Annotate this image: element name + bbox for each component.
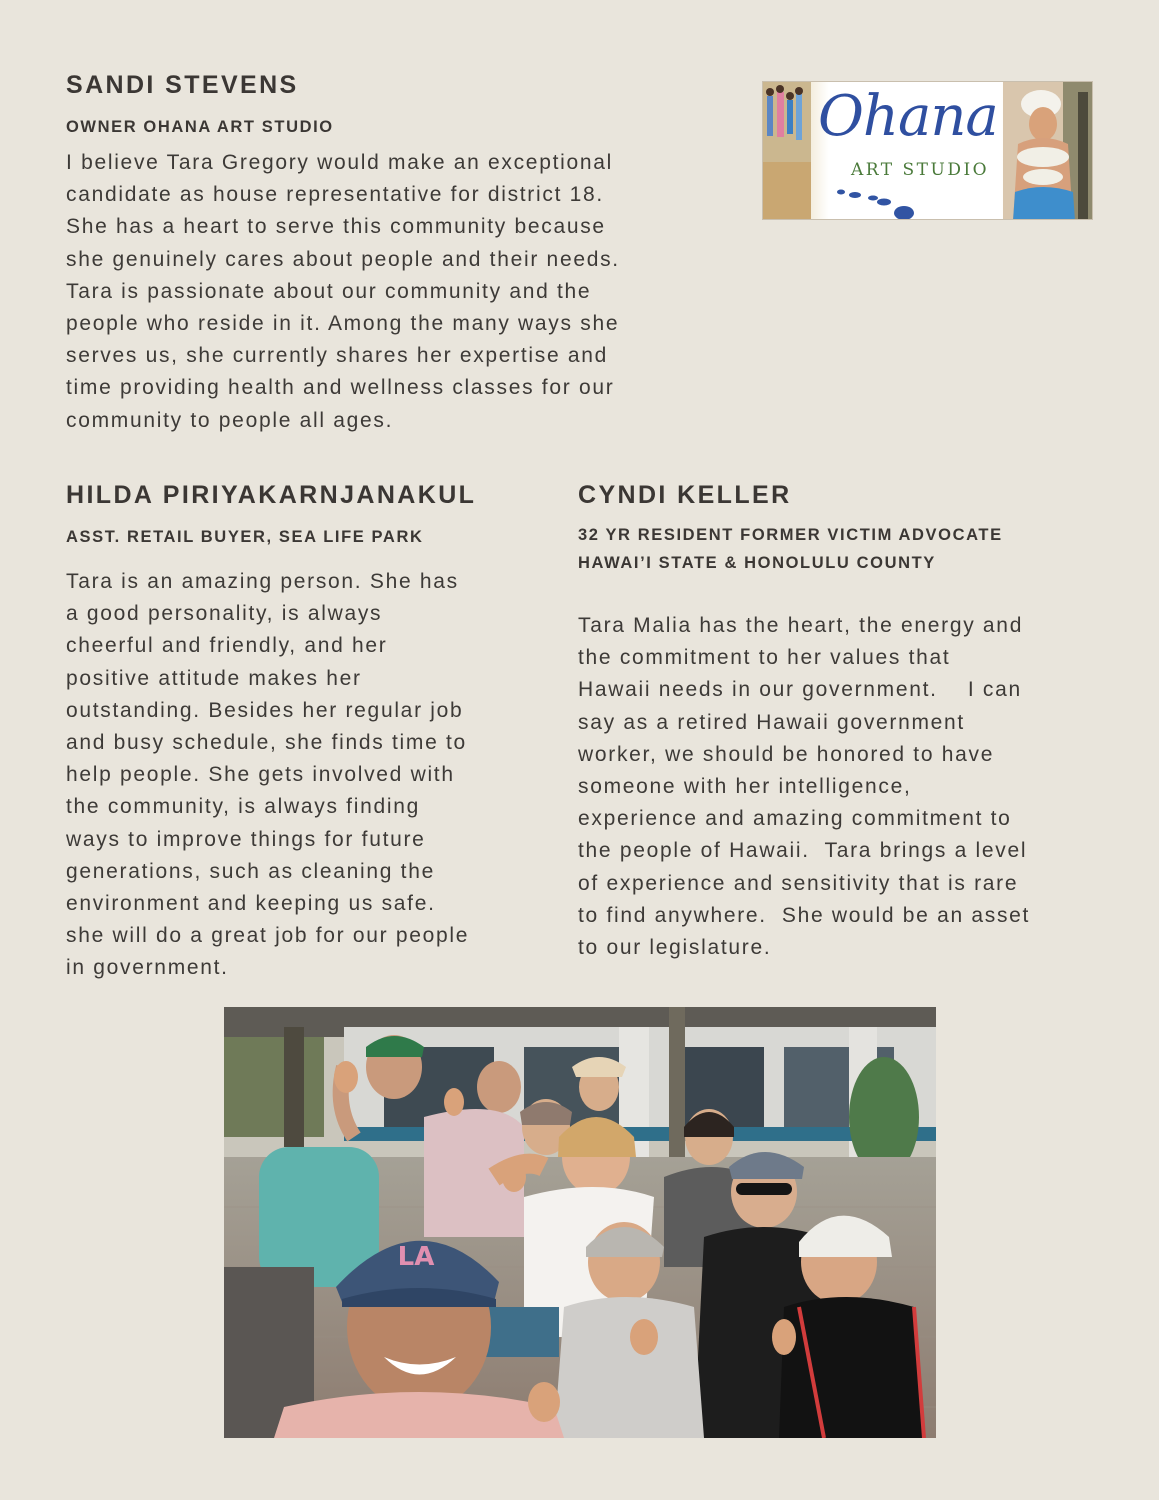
- testimonial-line: in government.: [66, 956, 229, 980]
- testimonial-line: worker, we should be honored to have: [578, 742, 995, 766]
- testimonial-line: generations, such as cleaning the: [66, 859, 435, 883]
- testimonial-line: She has a heart to serve this community because: [66, 215, 606, 239]
- testimonial-line: people who reside in it. Among the many ways she: [66, 312, 620, 336]
- testimonial-line: Tara is an amazing person. She has: [66, 570, 459, 593]
- cap-logo-text: LA: [397, 1242, 435, 1272]
- group-selfie-photo: [224, 1007, 936, 1438]
- testimonial-line: to find anywhere. She would be an asset: [578, 903, 1031, 927]
- testimonial-line: positive attitude makes her: [66, 666, 362, 690]
- testimonial-line: cheerful and friendly, and her: [66, 634, 388, 658]
- testimonial-line: Tara is passionate about our community and the: [66, 279, 592, 303]
- logo-subtitle: ART STUDIO: [851, 160, 990, 180]
- testimonial-line: I believe Tara Gregory would make an exceptional: [66, 151, 613, 174]
- testimonial-line: say as a retired Hawaii government: [578, 710, 965, 734]
- testimonial-line: ways to improve things for future: [66, 827, 426, 851]
- testimonial-line: serves us, she currently shares her expertise and: [66, 344, 609, 368]
- testimonial-line: help people. She gets involved with: [66, 763, 455, 787]
- cyndi-role-line-2: HAWAI’I STATE & HONOLULU COUNTY: [578, 554, 936, 572]
- cyndi-name: CYNDI KELLER: [578, 481, 792, 509]
- cyndi-testimonial: [578, 610, 1030, 964]
- testimonial-line: Tara Malia has the heart, the energy and: [578, 614, 1024, 637]
- testimonial-line: to our legislature.: [578, 936, 772, 960]
- testimonial-line: a good personality, is always: [66, 602, 383, 626]
- testimonial-line: time providing health and wellness classes for our: [66, 376, 615, 400]
- testimonial-line: outstanding. Besides her regular job: [66, 698, 464, 722]
- group-photo-illustration: [224, 1007, 936, 1438]
- testimonial-line: the community, is always finding: [66, 795, 420, 819]
- testimonial-line: candidate as house representative for district 18.: [66, 183, 604, 207]
- sandi-name: SANDI STEVENS: [66, 71, 299, 99]
- testimonial-line: Hawaii needs in our government. I can: [578, 678, 1022, 702]
- testimonial-line: of experience and sensitivity that is rare: [578, 871, 1019, 895]
- testimonial-line: the commitment to her values that: [578, 646, 951, 670]
- testimonial-line: community to people all ages.: [66, 408, 394, 432]
- testimonial-line: someone with her intelligence,: [578, 775, 912, 799]
- testimonial-line: she genuinely cares about people and their needs.: [66, 247, 620, 271]
- hilda-testimonial: [66, 566, 469, 985]
- testimonial-line: she will do a great job for our people: [66, 924, 470, 948]
- testimonial-line: environment and keeping us safe.: [66, 892, 436, 916]
- ohana-art-studio-logo: [762, 81, 1093, 220]
- hilda-name: HILDA PIRIYAKARNJANAKUL: [66, 481, 477, 509]
- sandi-testimonial: [66, 147, 620, 437]
- logo-script-text: Ohana: [818, 84, 998, 149]
- cyndi-role-line-1: 32 YR RESIDENT FORMER VICTIM ADVOCATE: [578, 526, 1003, 544]
- testimonial-line: and busy schedule, she finds time to: [66, 731, 467, 755]
- testimonial-line: experience and amazing commitment to: [578, 807, 1012, 831]
- testimonial-line: the people of Hawaii. Tara brings a level: [578, 839, 1028, 863]
- sandi-role: OWNER OHANA ART STUDIO: [66, 118, 334, 136]
- hilda-role: ASST. RETAIL BUYER, SEA LIFE PARK: [66, 528, 424, 546]
